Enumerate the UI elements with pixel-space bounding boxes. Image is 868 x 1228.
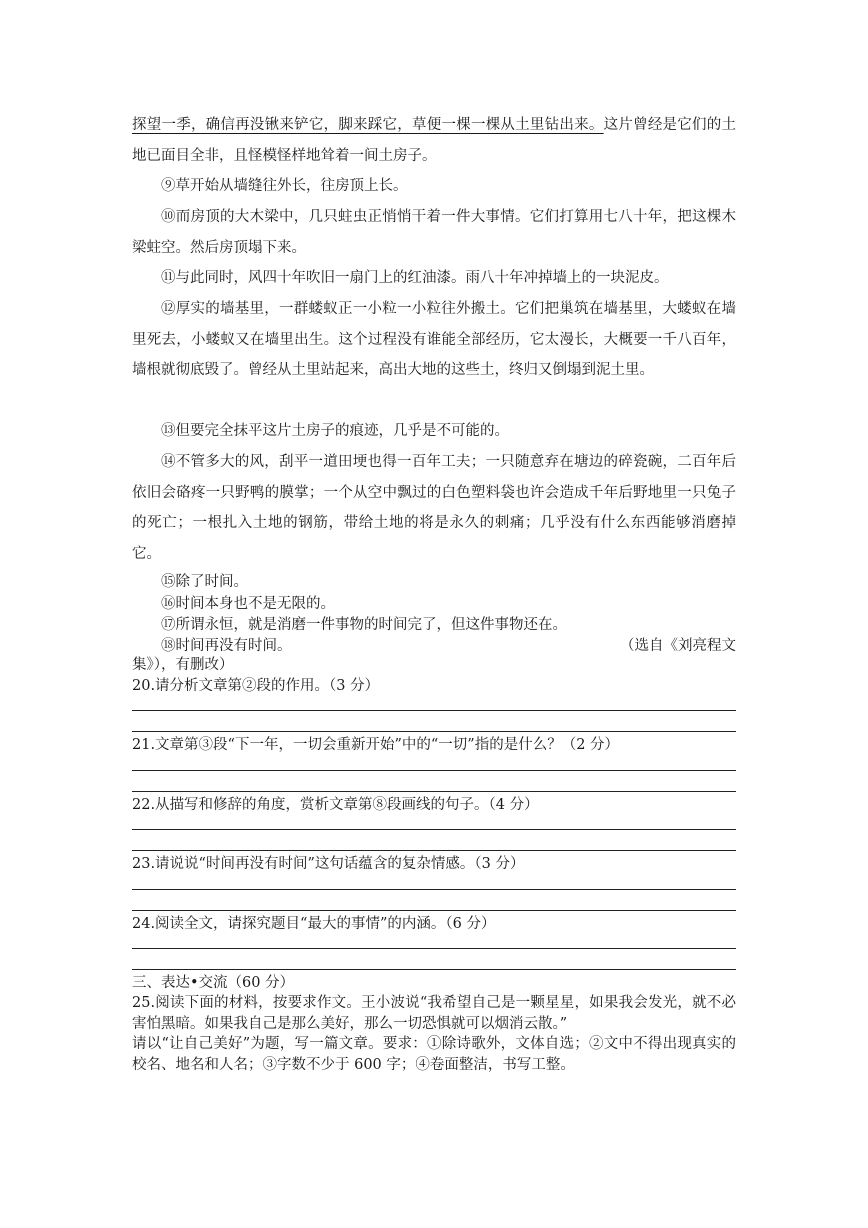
answer-line[interactable] [132, 889, 736, 890]
answer-line[interactable] [132, 731, 736, 732]
question-21: 21.文章第③段“下一年，一切会重新开始”中的“一切”指的是什么？（2 分） [132, 737, 620, 753]
essay-paragraph-18 [132, 636, 736, 657]
essay-paragraph-12: ⑫厚实的墙基里，一群蝼蚁正一小粒一小粒往外搬土。它们把巢筑在墙基里，大蝼蚁在墙里死去，小蝼蚁又在墙里出生。这个过程没有谁能全部经历，它太漫长，大概要一千八百年，墙根就彻底毁了。曾经从土里站起来，高出大地的这些土，终归又倒塌到泥土里。 [132, 301, 736, 378]
paragraph-8-rest: 这片曾经是它们的土地已面目全非，且怪模怪样地耸着一间土房子。 [132, 117, 737, 164]
answer-line[interactable] [132, 910, 736, 911]
essay-paragraph-11: ⑪与此同时，风四十年吹旧一扇门上的红油漆。雨八十年冲掉墙上的一块泥皮。 [161, 270, 669, 286]
essay-paragraph-16: ⑯时间本身也不是无限的。 [161, 596, 335, 612]
question-20: 20.请分析文章第②段的作用。（3 分） [132, 678, 380, 694]
answer-line[interactable] [132, 770, 736, 771]
underlined-sentence: 探望一季，确信再没锹来铲它，脚来踩它，草便一棵一棵从土里钻出来。 [132, 117, 604, 133]
answer-line[interactable] [132, 948, 736, 949]
essay-paragraph-8 [132, 110, 736, 171]
source-citation-part1: （选自《刘亮程文 [620, 638, 736, 654]
essay-paragraph-14: ⑭不管多大的风，刮平一道田埂也得一百年工夫；一只随意弃在塘边的碎瓷碗，二百年后依旧会硌疼一只野鸭的膜掌；一个从空中飘过的白色塑料袋也许会造成千年后野地里一只兔子的死亡；一根扎入土地的钢筋，带给土地的将是永久的刺痛；几乎没有什么东西能够消磨掉它。 [132, 454, 736, 562]
essay-paragraph-10: ⑩而房顶的大木梁中，几只蛀虫正悄悄干着一件大事情。它们打算用七八十年，把这棵木梁蛀空。然后房顶塌下来。 [132, 209, 736, 256]
essay-paragraph-17: ⑰所谓永恒，就是消磨一件事物的时间完了，但这件事物还在。 [161, 617, 567, 633]
answer-line[interactable] [132, 850, 736, 851]
answer-line[interactable] [132, 710, 736, 711]
question-23: 23.请说说“时间再没有时间”这句话蕴含的复杂情感。（3 分） [132, 856, 525, 872]
question-25-requirements: 请以“让自己美好”为题，写一篇文章。要求：①除诗歌外，文体自选；②文中不得出现真实的校名、地名和人名；③字数不少于 600 字；④卷面整洁，书写工整。 [132, 1036, 736, 1073]
essay-paragraph-9: ⑨草开始从墙缝往外长，往房顶上长。 [161, 178, 408, 194]
answer-line[interactable] [132, 791, 736, 792]
answer-line[interactable] [132, 829, 736, 830]
essay-paragraph-15: ⑮除了时间。 [161, 574, 248, 590]
question-25-material: 25.阅读下面的材料，按要求作文。王小波说“我希望自己是一颗星星，如果我会发光，就不必害怕黑暗。如果我自己是那么美好，那么一切恐惧就可以烟消云散。” [132, 995, 736, 1032]
question-24: 24.阅读全文，请探究题目“最大的事情”的内涵。（6 分） [132, 916, 496, 932]
source-citation-part2: 集》），有删改） [132, 657, 234, 673]
essay-paragraph-13: ⑬但要完全抹平这片土房子的痕迹，几乎是不可能的。 [161, 423, 509, 439]
answer-line[interactable] [132, 969, 736, 970]
question-22: 22.从描写和修辞的角度，赏析文章第⑧段画线的句子。（4 分） [132, 797, 539, 813]
section-3-heading: 三、表达•交流（60 分） [132, 975, 295, 991]
paragraph-18-text: ⑱时间再没有时间。 [161, 638, 292, 654]
